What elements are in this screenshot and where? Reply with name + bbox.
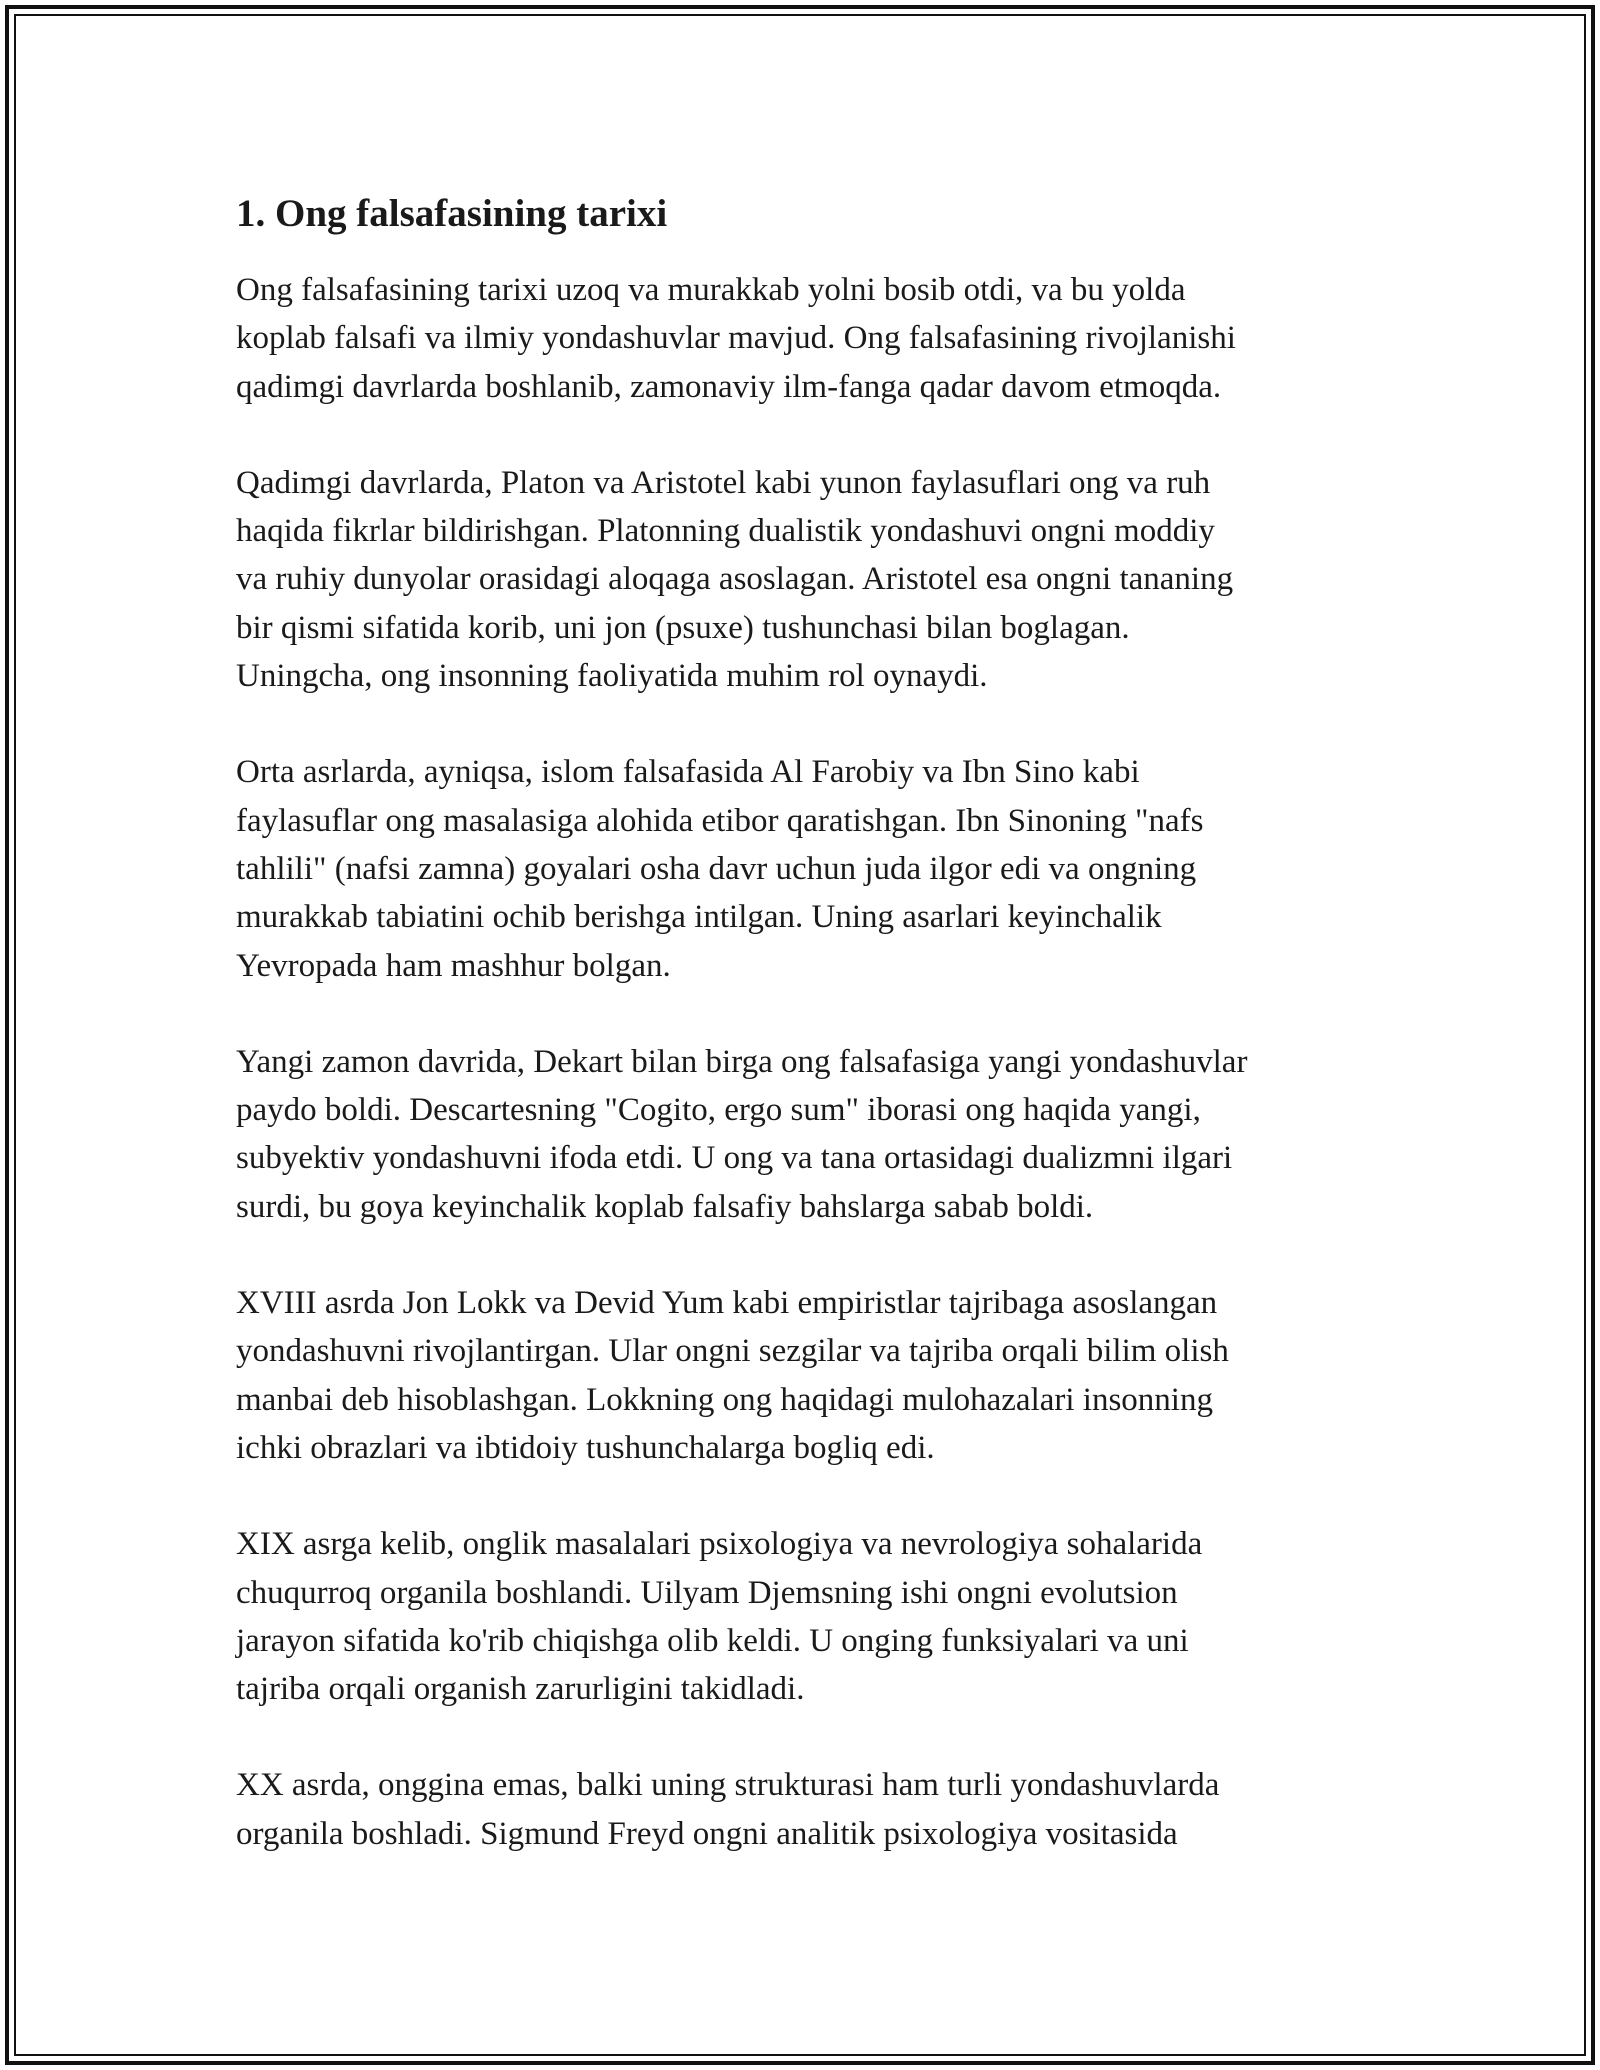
paragraph-2 <box>236 459 1396 700</box>
paragraph-line: Uningcha, ong insonning faoliyatida muhim rol oynaydi. <box>236 658 988 695</box>
paragraph-line: qadimgi davrlarda boshlanib, zamonaviy ilm-fanga qadar davom etmoqda. <box>236 368 1222 405</box>
paragraph-line: paydo boldi. Descartesning "Cogito, ergo sum" iborasi ong haqida yangi, <box>236 1092 1201 1129</box>
paragraph-line: koplab falsafi va ilmiy yondashuvlar mavjud. Ong falsafasining rivojlanishi <box>236 320 1236 357</box>
paragraph-line: XIX asrga kelib, onglik masalalari psixologiya va nevrologiya sohalarida <box>236 1526 1203 1563</box>
paragraph-line: Orta asrlarda, ayniqsa, islom falsafasida Al Farobiy va Ibn Sino kabi <box>236 754 1140 791</box>
paragraph-line: ichki obrazlari va ibtidoiy tushunchalarga bogliq edi. <box>236 1429 935 1466</box>
paragraph-7 <box>236 1761 1396 1858</box>
paragraph-line: XVIII asrda Jon Lokk va Devid Yum kabi empiristlar tajribaga asoslangan <box>236 1285 1218 1322</box>
paragraph-line: tahlili" (nafsi zamna) goyalari osha davr uchun juda ilgor edi va ongning <box>236 850 1197 887</box>
paragraph-line: va ruhiy dunyolar orasidagi aloqaga asoslagan. Aristotel esa ongni tananing <box>236 561 1234 598</box>
paragraph-line: bir qismi sifatida korib, uni jon (psuxe) tushunchasi bilan boglagan. <box>236 609 1130 646</box>
document-body <box>236 186 1396 1906</box>
paragraph-line: Ong falsafasining tarixi uzoq va murakkab yolni bosib otdi, va bu yolda <box>236 272 1186 308</box>
paragraph-line: yondashuvni rivojlantirgan. Ular ongni sezgilar va tajriba orqali bilim olish <box>236 1333 1229 1370</box>
paragraph-line: faylasuflar ong masalasiga alohida etibor qaratishgan. Ibn Sinoning "nafs <box>236 802 1204 839</box>
paragraph-line: murakkab tabiatini ochib berishga intilgan. Uning asarlari keyinchalik <box>236 899 1162 936</box>
paragraph-1 <box>236 266 1396 411</box>
paragraph-line: chuqurroq organila boshlandi. Uilyam Djemsning ishi ongni evolutsion <box>236 1574 1178 1611</box>
paragraph-line: XX asrda, onggina emas, balki uning strukturasi ham turli yondashuvlarda <box>236 1767 1220 1804</box>
paragraph-4 <box>236 1038 1396 1231</box>
paragraph-line: haqida fikrlar bildirishgan. Platonning dualistik yondashuvi ongni moddiy <box>236 513 1215 550</box>
paragraph-line: organila boshladi. Sigmund Freyd ongni analitik psixologiya vositasida <box>236 1815 1178 1852</box>
paragraph-line: tajriba orqali organish zarurligini takidladi. <box>236 1671 805 1708</box>
paragraph-5 <box>236 1279 1396 1472</box>
paragraph-3 <box>236 748 1396 989</box>
paragraph-line: Yevropada ham mashhur bolgan. <box>236 947 671 984</box>
paragraph-line: jarayon sifatida ko'rib chiqishga olib keldi. U onging funksiyalari va uni <box>236 1622 1189 1659</box>
paragraph-line: manbai deb hisoblashgan. Lokkning ong haqidagi mulohazalari insonning <box>236 1381 1213 1418</box>
paragraph-6 <box>236 1520 1396 1713</box>
paragraph-line: subyektiv yondashuvni ifoda etdi. U ong va tana ortasidagi dualizmni ilgari <box>236 1140 1233 1177</box>
section-heading: 1. Ong falsafasining tarixi <box>236 192 668 235</box>
paragraph-line: Qadimgi davrlarda, Platon va Aristotel kabi yunon faylasuflari ong va ruh <box>236 464 1211 501</box>
paragraph-line: Yangi zamon davrida, Dekart bilan birga ong falsafasiga yangi yondashuvlar <box>236 1043 1248 1080</box>
paragraph-line: surdi, bu goya keyinchalik koplab falsafiy bahslarga sabab boldi. <box>236 1188 1094 1225</box>
